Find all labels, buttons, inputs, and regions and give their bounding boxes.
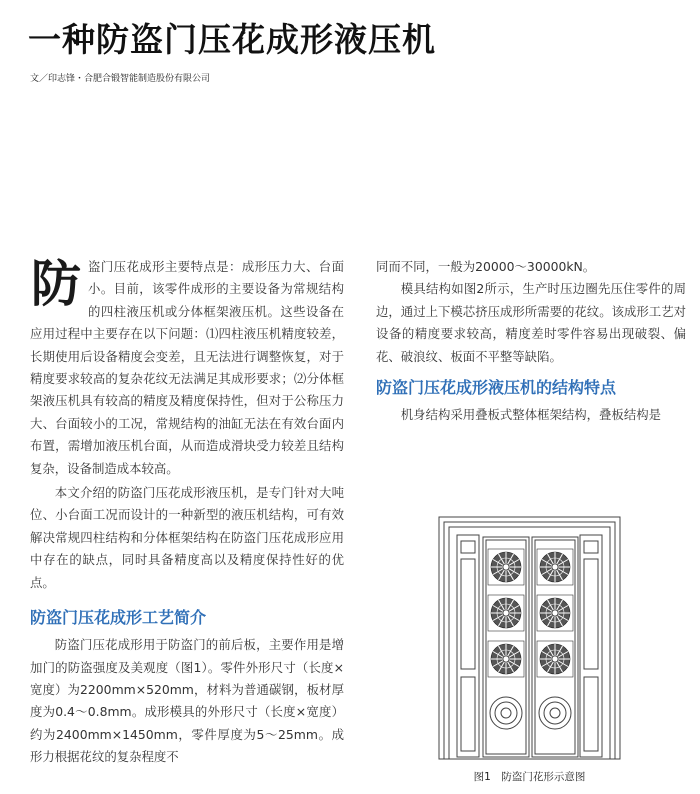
security-door-illustration-icon [437,515,622,761]
intro-paragraph [30,256,344,480]
paragraph-frame: 机身结构采用叠板式整体框架结构，叠板结构是 [400,407,661,423]
figure-caption: 图1 防盗门花形示意图 [473,771,586,783]
paragraph-continued: 同而不同，一般为20000～30000kN。 [376,259,596,274]
paragraph-2: 本文介绍的防盗门压花成形液压机，是专门针对大吨位、小台面工况而设计的一种新型的液压机结构，可有效解决常规四柱结构和分体框架结构在防盗门压花成形应用中存在的缺点，同时具备精度高以及精度保持性好的优点。 [30,485,344,590]
right-column [376,256,686,426]
drop-cap: 防 [31,255,81,313]
paragraph-3: 防盗门压花成形用于防盗门的前后板，主要作用是增加门的防盗强度及美观度（图1）。零件外形尺寸（长度×宽度）为2200mm×520mm，材料为普通碳钢，板材厚度为0.4～0.8mm。成形模具的外形尺寸（长度×宽度）约为2400mm×1450mm，零件厚度为5～25mm。成形力根据花纹的复杂程度不 [30,637,344,765]
byline: 文／印志锋・合肥合锻智能制造股份有限公司 [30,74,211,84]
article-title: 一种防盗门压花成形液压机 [28,20,436,59]
left-column [30,256,344,769]
section-heading-process: 防盗门压花成形工艺简介 [30,608,207,628]
intro-text: 盗门压花成形主要特点是：成形压力大、台面小。目前，该零件成形的主要设备为常规结构的四柱液压机或分体框架液压机。这些设备在应用过程中主要存在以下问题：⑴四柱液压机精度较差，长期使用后设备精度会变差，且无法进行调整恢复，对于精度要求较高的复杂花纹无法满足其成形要求；⑵分体框架液压机具有较高的精度及精度保持性，但对于公称压力大、台面较小的工况，常规结构的油缸无法在有效台面内布置，需增加液压机台面，从而造成滑块受力较差且结构复杂，设备制造成本较高。 [30,259,344,476]
section-heading-structure: 防盗门压花成形液压机的结构特点 [376,378,617,398]
paragraph-mold: 模具结构如图2所示，生产时压边圈先压住零件的周边，通过上下模芯挤压成形所需要的花纹。该成形工艺对设备的精度要求较高，精度差时零件容易出现破裂、偏花、破浪纹、板面不平整等缺陷。 [376,281,686,364]
